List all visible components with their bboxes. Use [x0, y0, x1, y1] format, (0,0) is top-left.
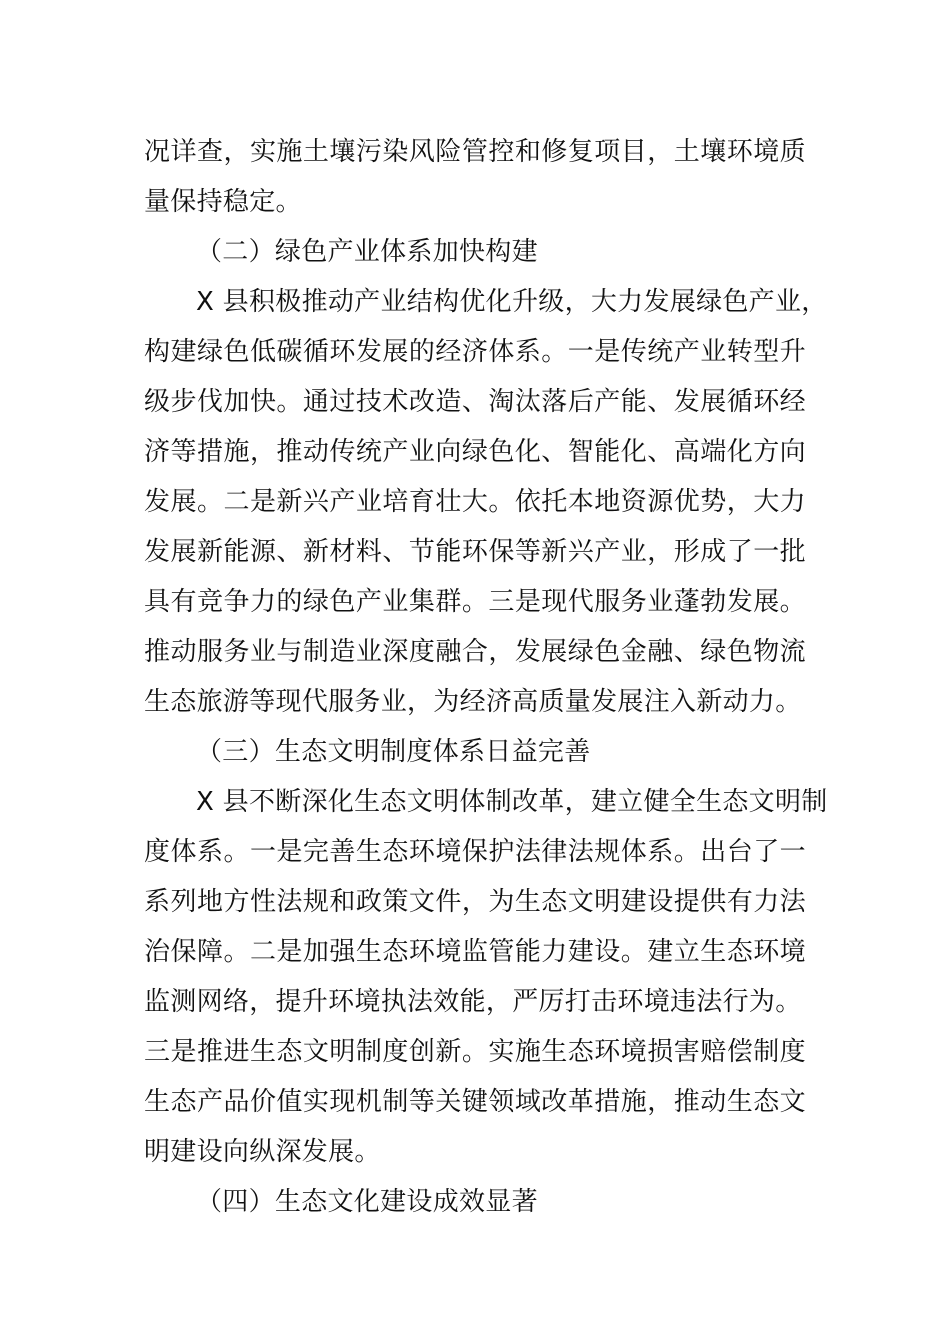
body-text-line: 量保持稳定。 — [144, 187, 302, 217]
body-text-line: 度体系。一是完善生态环境保护法律法规体系。出台了一 — [144, 837, 806, 867]
body-text-line: 治保障。二是加强生态环境监管能力建设。建立生态环境 — [144, 937, 806, 967]
body-text-line: 发展。二是新兴产业培育壮大。依托本地资源优势，大力 — [144, 487, 806, 517]
section-heading-4: （四）生态文化建设成效显著 — [196, 1187, 538, 1217]
body-text-line: 构建绿色低碳循环发展的经济体系。一是传统产业转型升 — [144, 337, 806, 367]
body-text-line: 济等措施，推动传统产业向绿色化、智能化、高端化方向 — [144, 437, 806, 467]
section-heading-3: （三）生态文明制度体系日益完善 — [196, 737, 591, 767]
body-text-line: 生态产品价值实现机制等关键领域改革措施，推动生态文 — [144, 1087, 806, 1117]
body-text-line: 系列地方性法规和政策文件，为生态文明建设提供有力法 — [144, 887, 806, 917]
body-text-line: 推动服务业与制造业深度融合，发展绿色金融、绿色物流 — [144, 637, 806, 667]
body-text-line: 明建设向纵深发展。 — [144, 1137, 381, 1167]
body-text-line: 级步伐加快。通过技术改造、淘汰落后产能、发展循环经 — [144, 387, 806, 417]
body-text-line: 况详查，实施土壤污染风险管控和修复项目，土壤环境质 — [144, 137, 806, 167]
body-text-line: 监测网络，提升环境执法效能，严厉打击环境违法行为。 — [144, 987, 802, 1017]
body-text-line: X 县积极推动产业结构优化升级，大力发展绿色产业， — [196, 287, 828, 317]
section-heading-2: （二）绿色产业体系加快构建 — [196, 237, 538, 267]
body-text-line: 具有竞争力的绿色产业集群。三是现代服务业蓬勃发展。 — [144, 587, 806, 617]
body-text-line: 发展新能源、新材料、节能环保等新兴产业，形成了一批 — [144, 537, 806, 567]
body-text-line: X 县不断深化生态文明体制改革，建立健全生态文明制 — [196, 787, 828, 817]
body-text-line: 三是推进生态文明制度创新。实施生态环境损害赔偿制度 — [144, 1037, 806, 1067]
body-text-line: 生态旅游等现代服务业，为经济高质量发展注入新动力。 — [144, 687, 802, 717]
